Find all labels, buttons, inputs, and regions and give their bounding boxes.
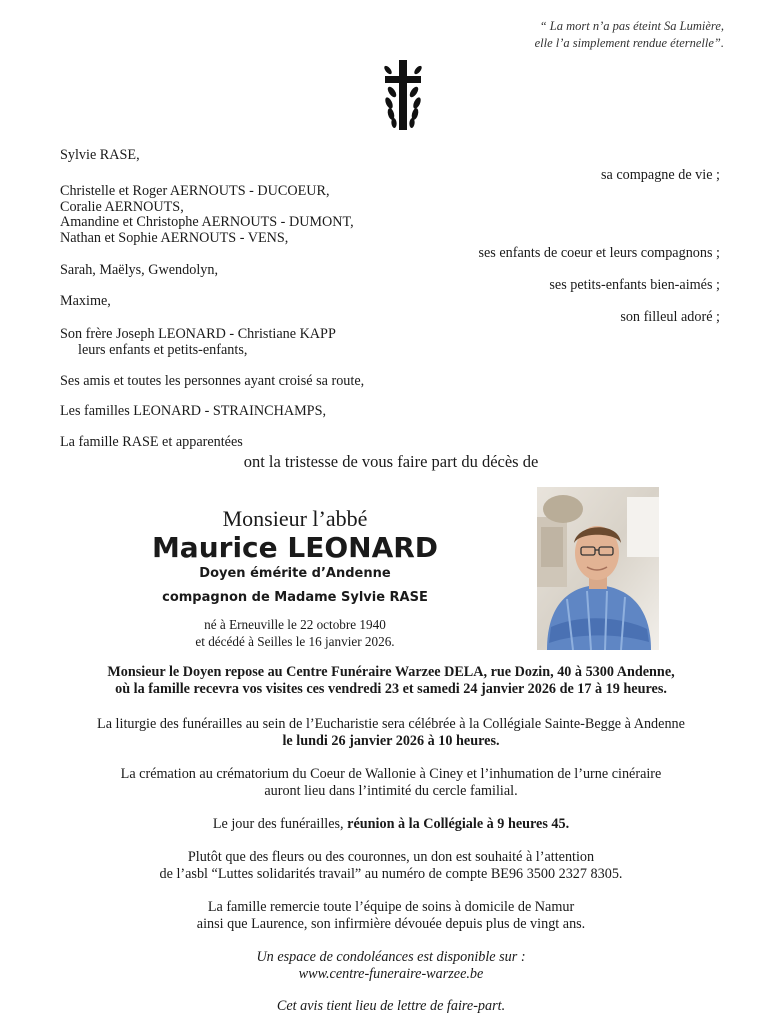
announcement: ont la tristesse de vous faire part du décès de [243, 452, 539, 471]
thanks-line-2: ainsi que Laurence, son infirmière dévouée depuis plus de vingt ans. [196, 916, 586, 932]
cremation-line-1: La crémation au crématorium du Coeur de Wallonie à Ciney et l’inhumation de l’urne cinéraire [120, 766, 662, 782]
donation-line-1: Plutôt que des fleurs ou des couronnes, un don est souhaité à l’attention [187, 849, 595, 865]
family-line: Les familles LEONARD - STRAINCHAMPS, [60, 403, 327, 419]
family-line: Christelle et Roger AERNOUTS - DUCOEUR, [60, 183, 330, 199]
thanks-line-1: La famille remercie toute l’équipe de soins à domicile de Namur [207, 899, 575, 915]
family-line: La famille RASE et apparentées [60, 434, 243, 450]
family-line: Sarah, Maëlys, Gwendolyn, [60, 262, 219, 278]
liturgy-line-2: le lundi 26 janvier 2026 à 10 heures. [282, 733, 500, 749]
cross-icon [380, 58, 426, 132]
death-info: et décédé à Seilles le 16 janvier 2026. [195, 634, 395, 649]
deceased-role: Doyen émérite d’Andenne [199, 566, 391, 581]
family-line: Son frère Joseph LEONARD - Christiane KAPP [60, 326, 336, 342]
family-line: Amandine et Christophe AERNOUTS - DUMONT, [60, 214, 354, 230]
meeting-prefix: Le jour des funérailles, [212, 816, 348, 832]
family-line: leurs enfants et petits-enfants, [78, 342, 248, 358]
relation-line: ses enfants de coeur et leurs compagnons ; [478, 245, 720, 261]
deceased-companion: compagnon de Madame Sylvie RASE [162, 590, 428, 605]
family-line: Sylvie RASE, [60, 147, 140, 163]
rest-line-2: où la famille recevra vos visites ces vendredi 23 et samedi 24 janvier 2026 de 17 à 19 heures. [115, 681, 667, 697]
relation-line: ses petits-enfants bien-aimés ; [549, 277, 720, 293]
relation-line: sa compagne de vie ; [601, 167, 720, 183]
cremation-line-2: auront lieu dans l’intimité du cercle familial. [264, 783, 518, 799]
condolences-url[interactable]: www.centre-funeraire-warzee.be [298, 966, 484, 982]
quote-line-2: elle l’a simplement rendue éternelle”. [534, 36, 724, 50]
donation-line-2: de l’asbl “Luttes solidarités travail” au numéro de compte BE96 3500 2327 8305. [159, 866, 623, 882]
birth-info: né à Erneuville le 22 octobre 1940 [204, 617, 386, 632]
deceased-name: Maurice LEONARD [151, 531, 439, 564]
meeting-line [0, 816, 782, 833]
relation-line: son filleul adoré ; [620, 309, 720, 325]
epigraph-quote [535, 18, 724, 52]
closing-note: Cet avis tient lieu de lettre de faire-part. [276, 998, 506, 1014]
meeting-time: réunion à la Collégiale à 9 heures 45. [347, 816, 570, 832]
honorific: Monsieur l’abbé [222, 506, 368, 531]
quote-line-1: “ La mort n’a pas éteint Sa Lumière, [539, 19, 724, 33]
condolences-line: Un espace de condoléances est disponible sur : [256, 949, 526, 965]
family-line: Maxime, [60, 293, 111, 309]
family-line: Ses amis et toutes les personnes ayant croisé sa route, [60, 373, 365, 389]
liturgy-line-1: La liturgie des funérailles au sein de l’Eucharistie sera célébrée à la Collégiale Sainte-Begge à Andenne [97, 716, 685, 732]
rest-line-1: Monsieur le Doyen repose au Centre Funéraire Warzee DELA, rue Dozin, 40 à 5300 Andenne, [107, 664, 675, 680]
family-line: Nathan et Sophie AERNOUTS - VENS, [60, 230, 289, 246]
deceased-photo [537, 487, 659, 650]
family-line: Coralie AERNOUTS, [60, 199, 184, 215]
